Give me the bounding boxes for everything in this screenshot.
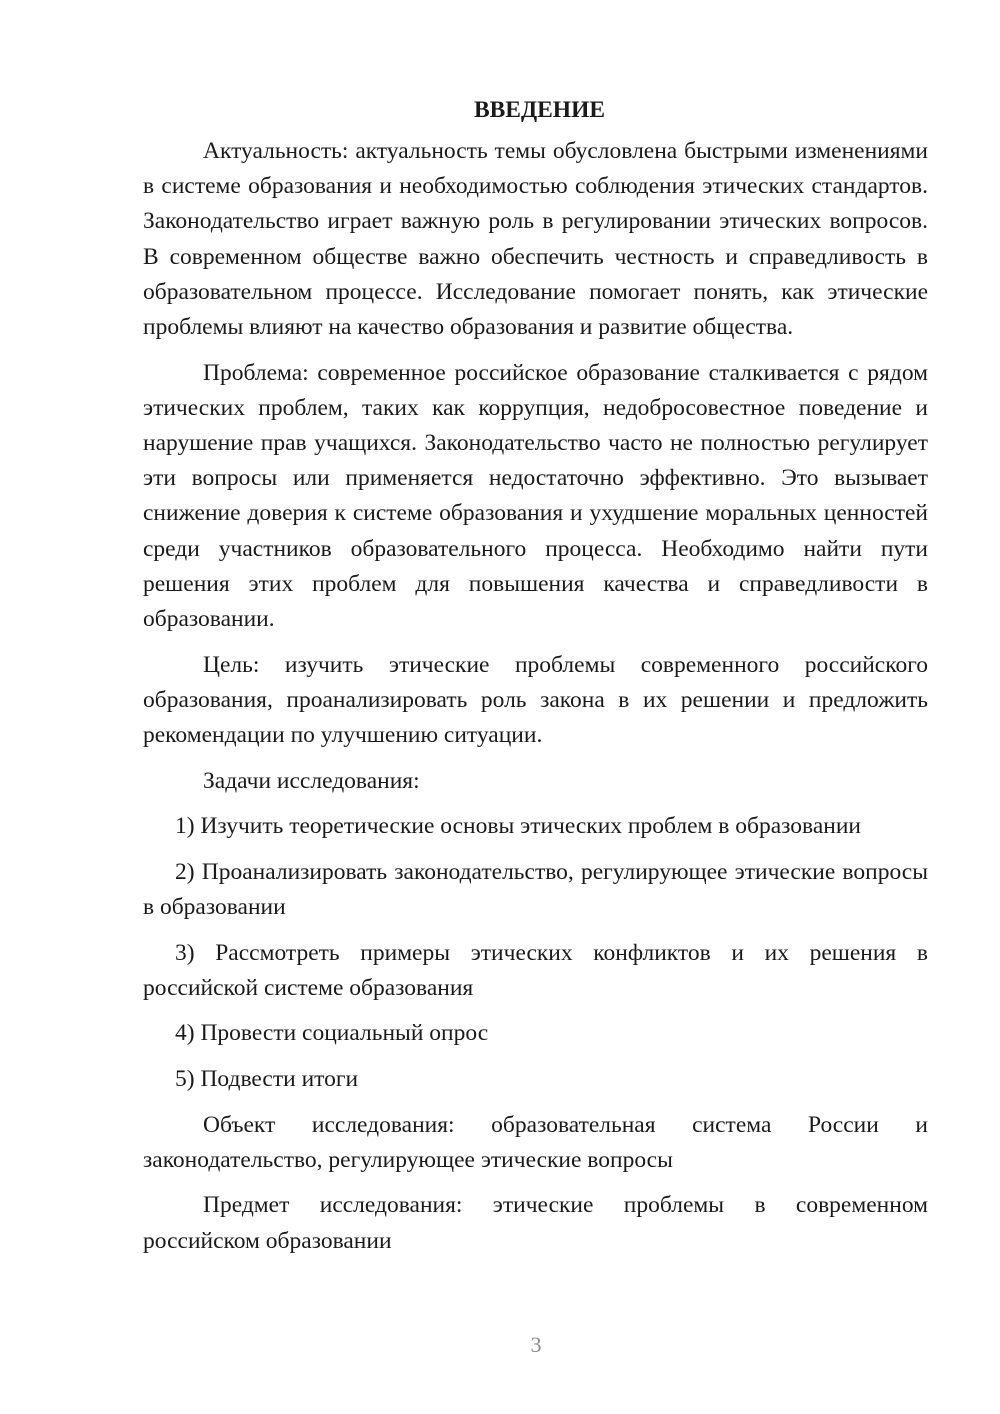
task-item-4: 4) Провести социальный опрос	[175, 1020, 489, 1047]
page-number: 3	[530, 1332, 542, 1357]
task-item-2: 2) Проанализировать законодательство, регулирующее этические вопросы в образовании	[143, 858, 928, 921]
paragraph-problem: Проблема: современное российское образование сталкивается с рядом этических проблем, таких как коррупция, недобросовестное поведение и нарушение прав учащихся. Законодательство часто не полностью регулирует эти вопросы или применяется недостаточно эффективно. Это вызывает снижение доверия к системе образования и ухудшение моральных ценностей среди участников образовательного процесса. Необходимо найти пути решения этих проблем для повышения качества и справедливости в образовании.	[143, 359, 928, 633]
task-item-1: 1) Изучить теоретические основы этических проблем в образовании	[175, 813, 861, 840]
paragraph-object: Объект исследования: образовательная система России и законодательство, регулирующее этические вопросы	[143, 1111, 928, 1173]
section-heading: ВВЕДЕНИЕ	[473, 97, 606, 123]
paragraph-relevance: Актуальность: актуальность темы обусловлена быстрыми изменениями в системе образования и необходимостью соблюдения этических стандартов. Законодательство играет важную роль в регулировании этических вопросов. В современном обществе важно обеспечить честность и справедливость в образовательном процессе. Исследование помогает понять, как этические проблемы влияют на качество образования и развитие общества.	[143, 138, 928, 341]
paragraph-subject: Предмет исследования: этические проблемы в современном российском образовании	[143, 1192, 928, 1254]
task-item-5: 5) Подвести итоги	[175, 1066, 359, 1092]
page-content	[143, 92, 928, 1269]
task-item-3: 3) Рассмотреть примеры этических конфликтов и их решения в российской системе образования	[143, 939, 928, 1001]
paragraph-goal: Цель: изучить этические проблемы современного российского образования, проанализировать роль закона в их решении и предложить рекомендации по улучшению ситуации.	[143, 651, 928, 749]
tasks-label: Задачи исследования:	[203, 767, 420, 794]
